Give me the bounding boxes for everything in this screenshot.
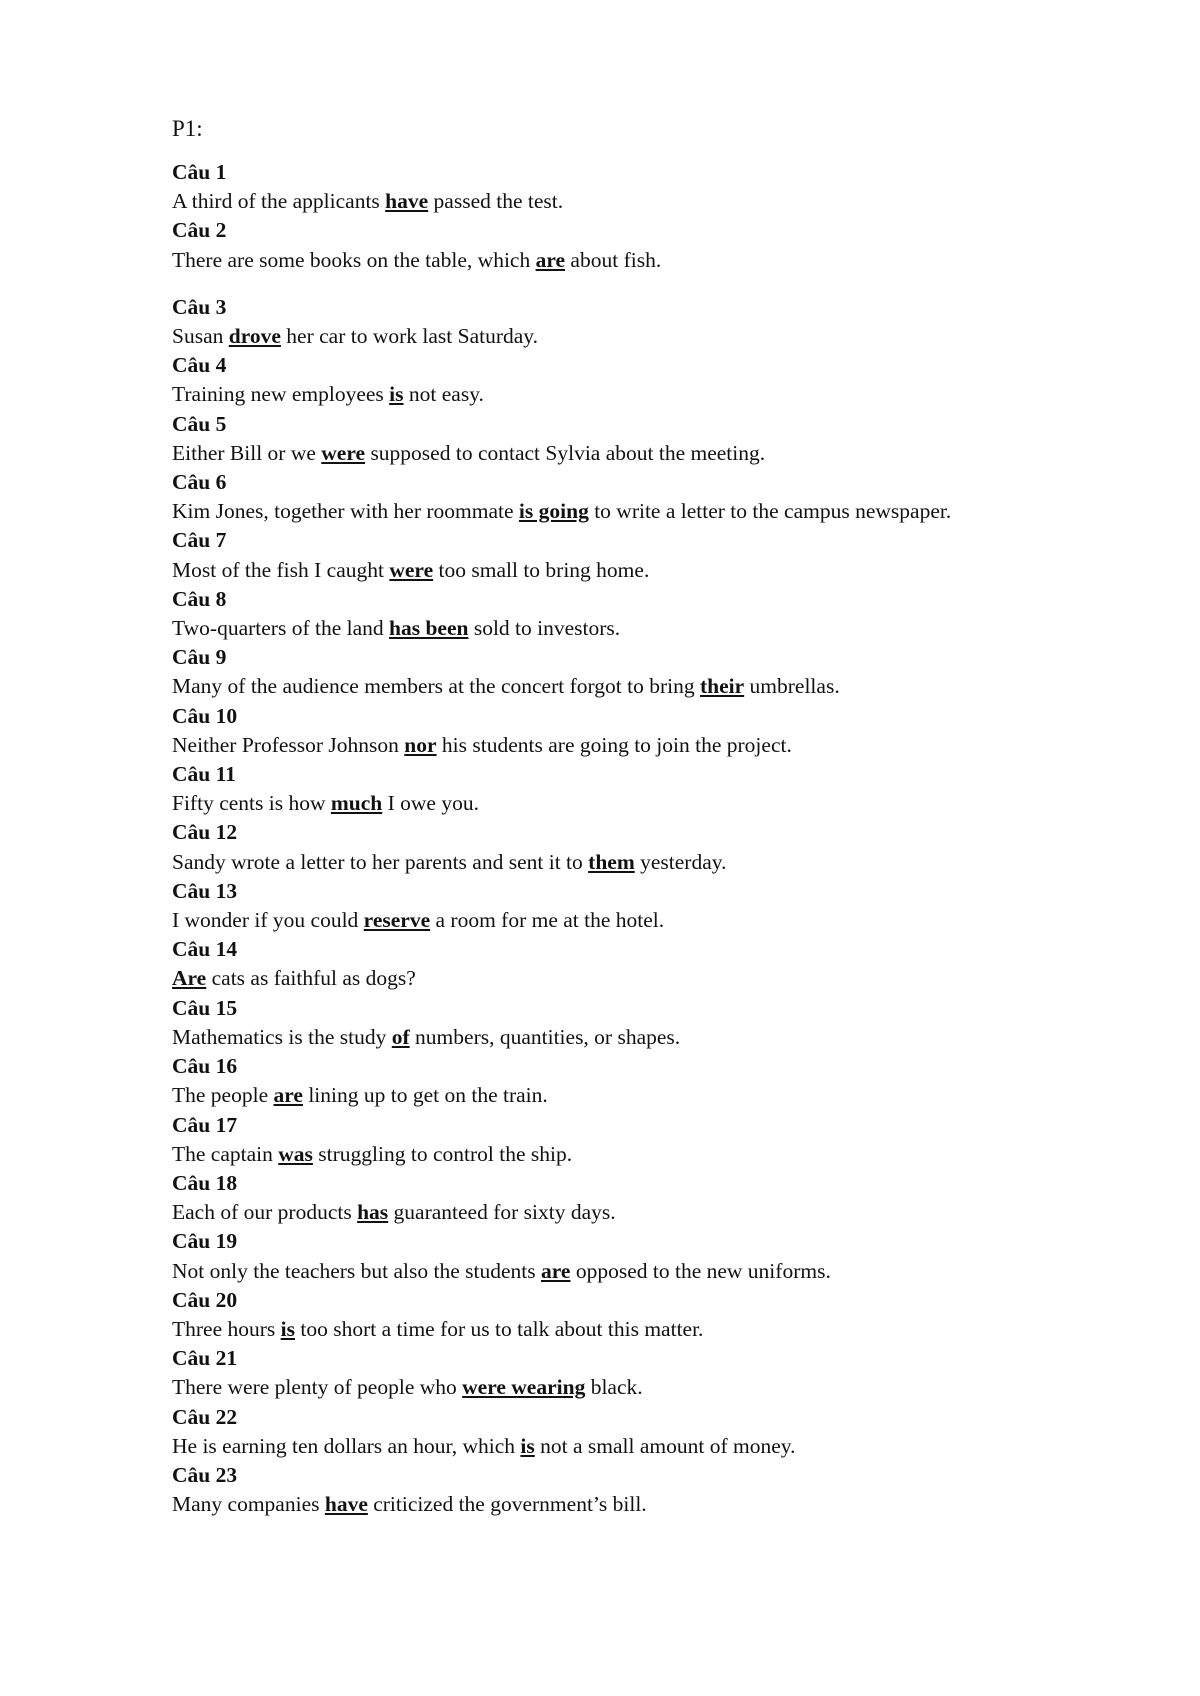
- question-item: [172, 1052, 1072, 1110]
- question-item: [172, 468, 1072, 526]
- sentence-after: sold to investors.: [468, 616, 621, 641]
- question-label: Câu 21: [172, 1346, 238, 1371]
- sentence-before: Susan: [172, 324, 229, 349]
- answer-key: have: [385, 189, 429, 214]
- answer-key: of: [391, 1024, 410, 1049]
- question-item: [172, 1461, 1072, 1519]
- sentence-before: Most of the fish I caught: [172, 557, 390, 582]
- sentence-before: Neither Professor Johnson: [172, 732, 405, 757]
- question-item: [172, 158, 1072, 216]
- sentence-after: criticized the government’s bill.: [367, 1492, 647, 1517]
- answer-key: nor: [404, 732, 437, 757]
- sentence-after: I owe you.: [382, 791, 479, 816]
- question-label: Câu 12: [172, 820, 238, 845]
- sentence-before: The captain: [172, 1141, 279, 1166]
- question-item: [172, 877, 1072, 935]
- question-item: [172, 994, 1072, 1052]
- question-item: [172, 585, 1072, 643]
- sentence-before: Mathematics is the study: [172, 1024, 392, 1049]
- sentence-after: struggling to control the ship.: [312, 1141, 573, 1166]
- answer-key: is: [389, 382, 404, 407]
- question-label: Câu 20: [172, 1287, 238, 1312]
- question-sentence: [172, 1140, 1072, 1169]
- sentence-after: guaranteed for sixty days.: [388, 1200, 616, 1225]
- answer-key: reserve: [363, 908, 431, 933]
- answer-key: have: [324, 1492, 368, 1517]
- question-sentence: [172, 789, 1072, 818]
- sentence-after: black.: [585, 1375, 643, 1400]
- question-sentence: [172, 322, 1072, 351]
- sentence-after: about fish.: [565, 247, 662, 272]
- question-sentence: [172, 1257, 1072, 1286]
- question-item: [172, 526, 1072, 584]
- sentence-after: passed the test.: [428, 189, 564, 214]
- question-label: Câu 16: [172, 1054, 238, 1079]
- question-item: [172, 351, 1072, 409]
- answer-key: were: [389, 557, 434, 582]
- answer-key: are: [535, 247, 566, 272]
- question-item: [172, 760, 1072, 818]
- question-item: [172, 410, 1072, 468]
- answer-key: is: [280, 1316, 295, 1341]
- question-label: Câu 11: [172, 762, 236, 787]
- answer-key: their: [699, 674, 745, 699]
- question-sentence: [172, 964, 1072, 993]
- question-label: Câu 3: [172, 294, 227, 319]
- question-label: Câu 18: [172, 1170, 238, 1195]
- answer-key: drove: [228, 324, 281, 349]
- sentence-after: not easy.: [403, 382, 484, 407]
- question-label: Câu 8: [172, 586, 227, 611]
- sentence-before: Training new employees: [172, 382, 390, 407]
- sentence-after: lining up to get on the train.: [302, 1083, 548, 1108]
- sentence-before: Three hours: [172, 1316, 281, 1341]
- question-item: [172, 293, 1072, 351]
- question-label: Câu 4: [172, 353, 227, 378]
- question-label: Câu 1: [172, 160, 227, 184]
- question-item: [172, 216, 1072, 274]
- sentence-before: There are some books on the table, which: [172, 247, 536, 272]
- question-item: [172, 1344, 1072, 1402]
- sentence-before: Not only the teachers but also the students: [172, 1258, 542, 1283]
- section-title: P1:: [172, 116, 203, 141]
- answer-key: much: [330, 791, 383, 816]
- answer-key: are: [541, 1258, 571, 1283]
- question-label: Câu 9: [172, 645, 227, 670]
- answer-key: was: [278, 1141, 313, 1166]
- question-item: [172, 1286, 1072, 1344]
- question-item: [172, 643, 1072, 701]
- question-sentence: [172, 497, 1072, 526]
- sentence-before: He is earning ten dollars an hour, which: [172, 1433, 521, 1458]
- sentence-after: her car to work last Saturday.: [280, 324, 539, 349]
- question-item: [172, 1169, 1072, 1227]
- question-sentence: [172, 187, 1072, 216]
- question-item: [172, 1227, 1072, 1285]
- document-page: [172, 114, 1072, 1519]
- sentence-after: too short a time for us to talk about this matter.: [295, 1316, 704, 1341]
- question-sentence: [172, 848, 1072, 877]
- sentence-before: A third of the applicants: [172, 189, 386, 214]
- answer-key: has been: [389, 616, 469, 641]
- question-sentence: [172, 614, 1072, 643]
- sentence-before: Many of the audience members at the concert forgot to bring: [172, 674, 700, 699]
- sentence-before: There were plenty of people who: [172, 1375, 463, 1400]
- sentence-after: opposed to the new uniforms.: [570, 1258, 831, 1283]
- question-sentence: [172, 1198, 1072, 1227]
- sentence-after: cats as faithful as dogs?: [206, 966, 416, 991]
- question-label: Câu 6: [172, 470, 227, 495]
- sentence-before: Sandy wrote a letter to her parents and sent it to: [172, 849, 589, 874]
- answer-key: is: [520, 1433, 535, 1458]
- question-sentence: [172, 246, 1072, 275]
- sentence-after: yesterday.: [634, 849, 727, 874]
- sentence-after: umbrellas.: [744, 674, 840, 699]
- question-sentence: [172, 556, 1072, 585]
- sentence-before: Fifty cents is how: [172, 791, 331, 816]
- question-sentence: [172, 906, 1072, 935]
- answer-key: Are: [172, 966, 207, 991]
- answer-key: is going: [518, 499, 589, 524]
- sentence-before: Two-quarters of the land: [172, 616, 390, 641]
- sentence-after: his students are going to join the project.: [436, 732, 792, 757]
- question-sentence: [172, 439, 1072, 468]
- question-label: Câu 13: [172, 878, 238, 903]
- question-sentence: [172, 1023, 1072, 1052]
- question-label: Câu 14: [172, 937, 238, 962]
- sentence-after: to write a letter to the campus newspaper.: [588, 499, 952, 524]
- question-item: [172, 1111, 1072, 1169]
- question-label: Câu 22: [172, 1404, 238, 1429]
- sentence-after: a room for me at the hotel.: [430, 908, 665, 933]
- answer-key: them: [588, 849, 635, 874]
- question-list: [172, 158, 1072, 1519]
- question-label: Câu 2: [172, 218, 227, 243]
- question-sentence: [172, 1373, 1072, 1402]
- question-sentence: [172, 731, 1072, 760]
- sentence-after: too small to bring home.: [433, 557, 650, 582]
- question-item: [172, 935, 1072, 993]
- question-item: [172, 1403, 1072, 1461]
- sentence-before: Kim Jones, together with her roommate: [172, 499, 519, 524]
- sentence-after: numbers, quantities, or shapes.: [409, 1024, 681, 1049]
- answer-key: were wearing: [462, 1375, 586, 1400]
- question-label: Câu 10: [172, 703, 238, 728]
- question-sentence: [172, 380, 1072, 409]
- sentence-before: The people: [172, 1083, 274, 1108]
- question-sentence: [172, 1490, 1072, 1519]
- sentence-before: Each of our products: [172, 1200, 358, 1225]
- sentence-after: supposed to contact Sylvia about the meeting.: [365, 440, 766, 465]
- question-label: Câu 17: [172, 1112, 238, 1137]
- question-label: Câu 7: [172, 528, 227, 553]
- question-sentence: [172, 1081, 1072, 1110]
- sentence-before: Many companies: [172, 1492, 325, 1517]
- question-item: [172, 818, 1072, 876]
- question-label: Câu 23: [172, 1462, 238, 1487]
- paragraph-gap: [172, 275, 1072, 293]
- question-sentence: [172, 672, 1072, 701]
- answer-key: were: [321, 440, 366, 465]
- question-sentence: [172, 1432, 1072, 1461]
- answer-key: has: [357, 1200, 389, 1225]
- question-item: [172, 702, 1072, 760]
- answer-key: are: [273, 1083, 303, 1108]
- question-label: Câu 15: [172, 995, 238, 1020]
- question-label: Câu 5: [172, 411, 227, 436]
- sentence-before: Either Bill or we: [172, 440, 322, 465]
- question-sentence: [172, 1315, 1072, 1344]
- sentence-before: I wonder if you could: [172, 908, 364, 933]
- sentence-after: not a small amount of money.: [534, 1433, 796, 1458]
- question-label: Câu 19: [172, 1229, 238, 1254]
